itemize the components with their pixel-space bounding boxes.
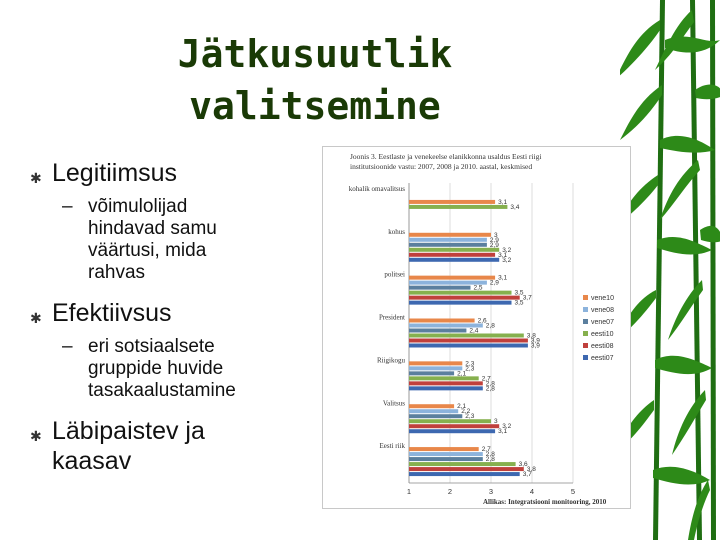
title-line-1: Jätkusuutlik: [177, 32, 453, 76]
sub-bullet-line: rahvas: [88, 262, 146, 283]
category-label: President: [378, 313, 405, 322]
bar-chart: [323, 147, 630, 508]
data-label: 2,8: [485, 385, 495, 393]
bullet-list: [30, 158, 320, 484]
legend-swatch: [583, 343, 588, 348]
bar: [409, 296, 520, 300]
bullet-text-line: Läbipaistev ja: [52, 417, 205, 445]
legend-label: vene08: [591, 307, 614, 314]
bar: [409, 339, 528, 343]
bar: [409, 233, 491, 237]
bullet-text: Efektiivsus: [52, 299, 172, 327]
bullet-text: Legitiimsus: [52, 159, 178, 187]
bar: [409, 457, 483, 461]
data-label: 2,8: [485, 322, 495, 330]
sub-bullet-line: tasakaalustamine: [88, 380, 236, 401]
data-label: 3,8: [526, 466, 536, 474]
data-label: 2,9: [489, 279, 499, 287]
chart-source: Allikas: Integratsiooni monitooring, 2010: [483, 498, 607, 506]
data-label: 3,2: [502, 423, 512, 431]
data-label: 3,2: [502, 256, 512, 264]
bar: [409, 344, 528, 348]
sub-bullet: [30, 196, 320, 284]
bar: [409, 419, 491, 423]
legend-label: eesti07: [591, 355, 614, 362]
bullet-labipaistev: [30, 416, 320, 476]
chart-title-line-1: Joonis 3. Eestlaste ja venekeelse elanikkonna usaldus Eesti riigi: [350, 152, 542, 161]
sub-bullet-line: võimulolijad: [88, 196, 188, 217]
bar: [409, 404, 454, 408]
bar: [409, 462, 516, 466]
sub-bullet-line: gruppide huvide: [88, 358, 224, 379]
data-label: 2,4: [469, 327, 479, 335]
bar: [409, 301, 512, 305]
bar: [409, 424, 499, 428]
data-label: 2,7: [481, 375, 491, 383]
x-tick-label: 5: [570, 487, 576, 496]
data-label: 3,6: [518, 461, 528, 469]
bar: [409, 319, 475, 323]
data-label: 2,1: [457, 403, 467, 411]
data-label: 3: [494, 231, 498, 239]
bullet-legitiimsus: [30, 158, 320, 188]
dash-icon: –: [62, 336, 73, 357]
category-label: kohalik omavalitsus: [348, 185, 405, 193]
bullet-text-line: kaasav: [52, 447, 132, 475]
bullet-star-icon: ✱: [30, 310, 42, 326]
bar: [409, 253, 495, 257]
data-label: 2,9: [489, 236, 499, 244]
data-label: 3,5: [514, 299, 524, 307]
legend-label: eesti10: [591, 331, 614, 338]
bar: [409, 258, 499, 262]
data-label: 3,1: [498, 198, 508, 206]
data-label: 2,3: [465, 365, 475, 373]
bar: [409, 452, 483, 456]
x-tick-label: 3: [488, 487, 494, 496]
sub-bullet-line: eri sotsiaalsete: [88, 336, 215, 357]
category-label: politsei: [384, 270, 405, 279]
data-label: 3: [494, 418, 498, 426]
bullet-star-icon: ✱: [30, 428, 42, 444]
dash-icon: –: [62, 196, 73, 217]
bar: [409, 376, 479, 380]
bar: [409, 238, 487, 242]
bar: [409, 447, 479, 451]
bar: [409, 381, 483, 385]
bamboo-decoration: [620, 0, 720, 540]
data-label: 2,8: [485, 456, 495, 464]
data-label: 2,7: [481, 446, 491, 454]
slide-title: [150, 28, 480, 132]
bar: [409, 366, 462, 370]
data-label: 2,3: [465, 413, 475, 421]
data-label: 2,2: [461, 408, 471, 416]
bar: [409, 414, 462, 418]
bar: [409, 409, 458, 413]
data-label: 3,1: [498, 251, 508, 259]
data-label: 2,8: [485, 451, 495, 459]
bar: [409, 205, 507, 209]
legend-label: vene07: [591, 319, 614, 326]
data-label: 3,4: [510, 203, 520, 211]
bar: [409, 467, 524, 471]
category-label: Riigikogu: [376, 356, 405, 365]
legend-label: eesti08: [591, 343, 614, 350]
data-label: 3,5: [514, 289, 524, 297]
data-label: 2,9: [489, 241, 499, 249]
bar: [409, 371, 454, 375]
data-label: 2,1: [457, 370, 467, 378]
data-label: 3,9: [530, 342, 540, 350]
bar: [409, 243, 487, 247]
data-label: 2,5: [473, 284, 483, 292]
category-label: Eesti riik: [379, 442, 405, 451]
data-label: 3,2: [502, 246, 512, 254]
bar: [409, 291, 512, 295]
data-label: 3,1: [498, 274, 508, 282]
category-label: kohus: [388, 227, 405, 236]
title-line-2: valitsemine: [189, 84, 441, 128]
data-label: 2,8: [485, 380, 495, 388]
legend-swatch: [583, 295, 588, 300]
data-label: 3,8: [526, 332, 536, 340]
data-label: 3,7: [522, 294, 532, 302]
data-label: 3,1: [498, 428, 508, 436]
legend-swatch: [583, 307, 588, 312]
x-tick-label: 2: [447, 487, 453, 496]
data-label: 3,9: [530, 337, 540, 345]
x-tick-label: 1: [406, 487, 412, 496]
bullet-star-icon: ✱: [30, 170, 42, 186]
sub-bullet: [30, 336, 320, 402]
bullet-efektiivsus: [30, 298, 320, 328]
bar: [409, 472, 520, 476]
legend-swatch: [583, 331, 588, 336]
x-tick-label: 4: [529, 487, 535, 496]
bar: [409, 334, 524, 338]
legend-label: vene10: [591, 295, 614, 302]
bar: [409, 429, 495, 433]
legend-swatch: [583, 319, 588, 324]
bar: [409, 361, 462, 365]
bar: [409, 200, 495, 204]
legend-swatch: [583, 355, 588, 360]
sub-bullet-line: väärtusi, mida: [88, 240, 207, 261]
bar: [409, 248, 499, 252]
category-label: Valitsus: [382, 399, 405, 408]
bar: [409, 386, 483, 390]
bar: [409, 329, 466, 333]
chart-title-line-2: institutsioonide vastu: 2007, 2008 ja 2010. aastal, keskmised: [350, 162, 533, 171]
data-label: 2,3: [465, 360, 475, 368]
data-label: 3,7: [522, 471, 532, 479]
bar: [409, 286, 471, 290]
data-label: 2,6: [477, 317, 487, 325]
sub-bullet-line: hindavad samu: [88, 218, 217, 239]
bar: [409, 276, 495, 280]
chart-panel: [322, 146, 631, 509]
